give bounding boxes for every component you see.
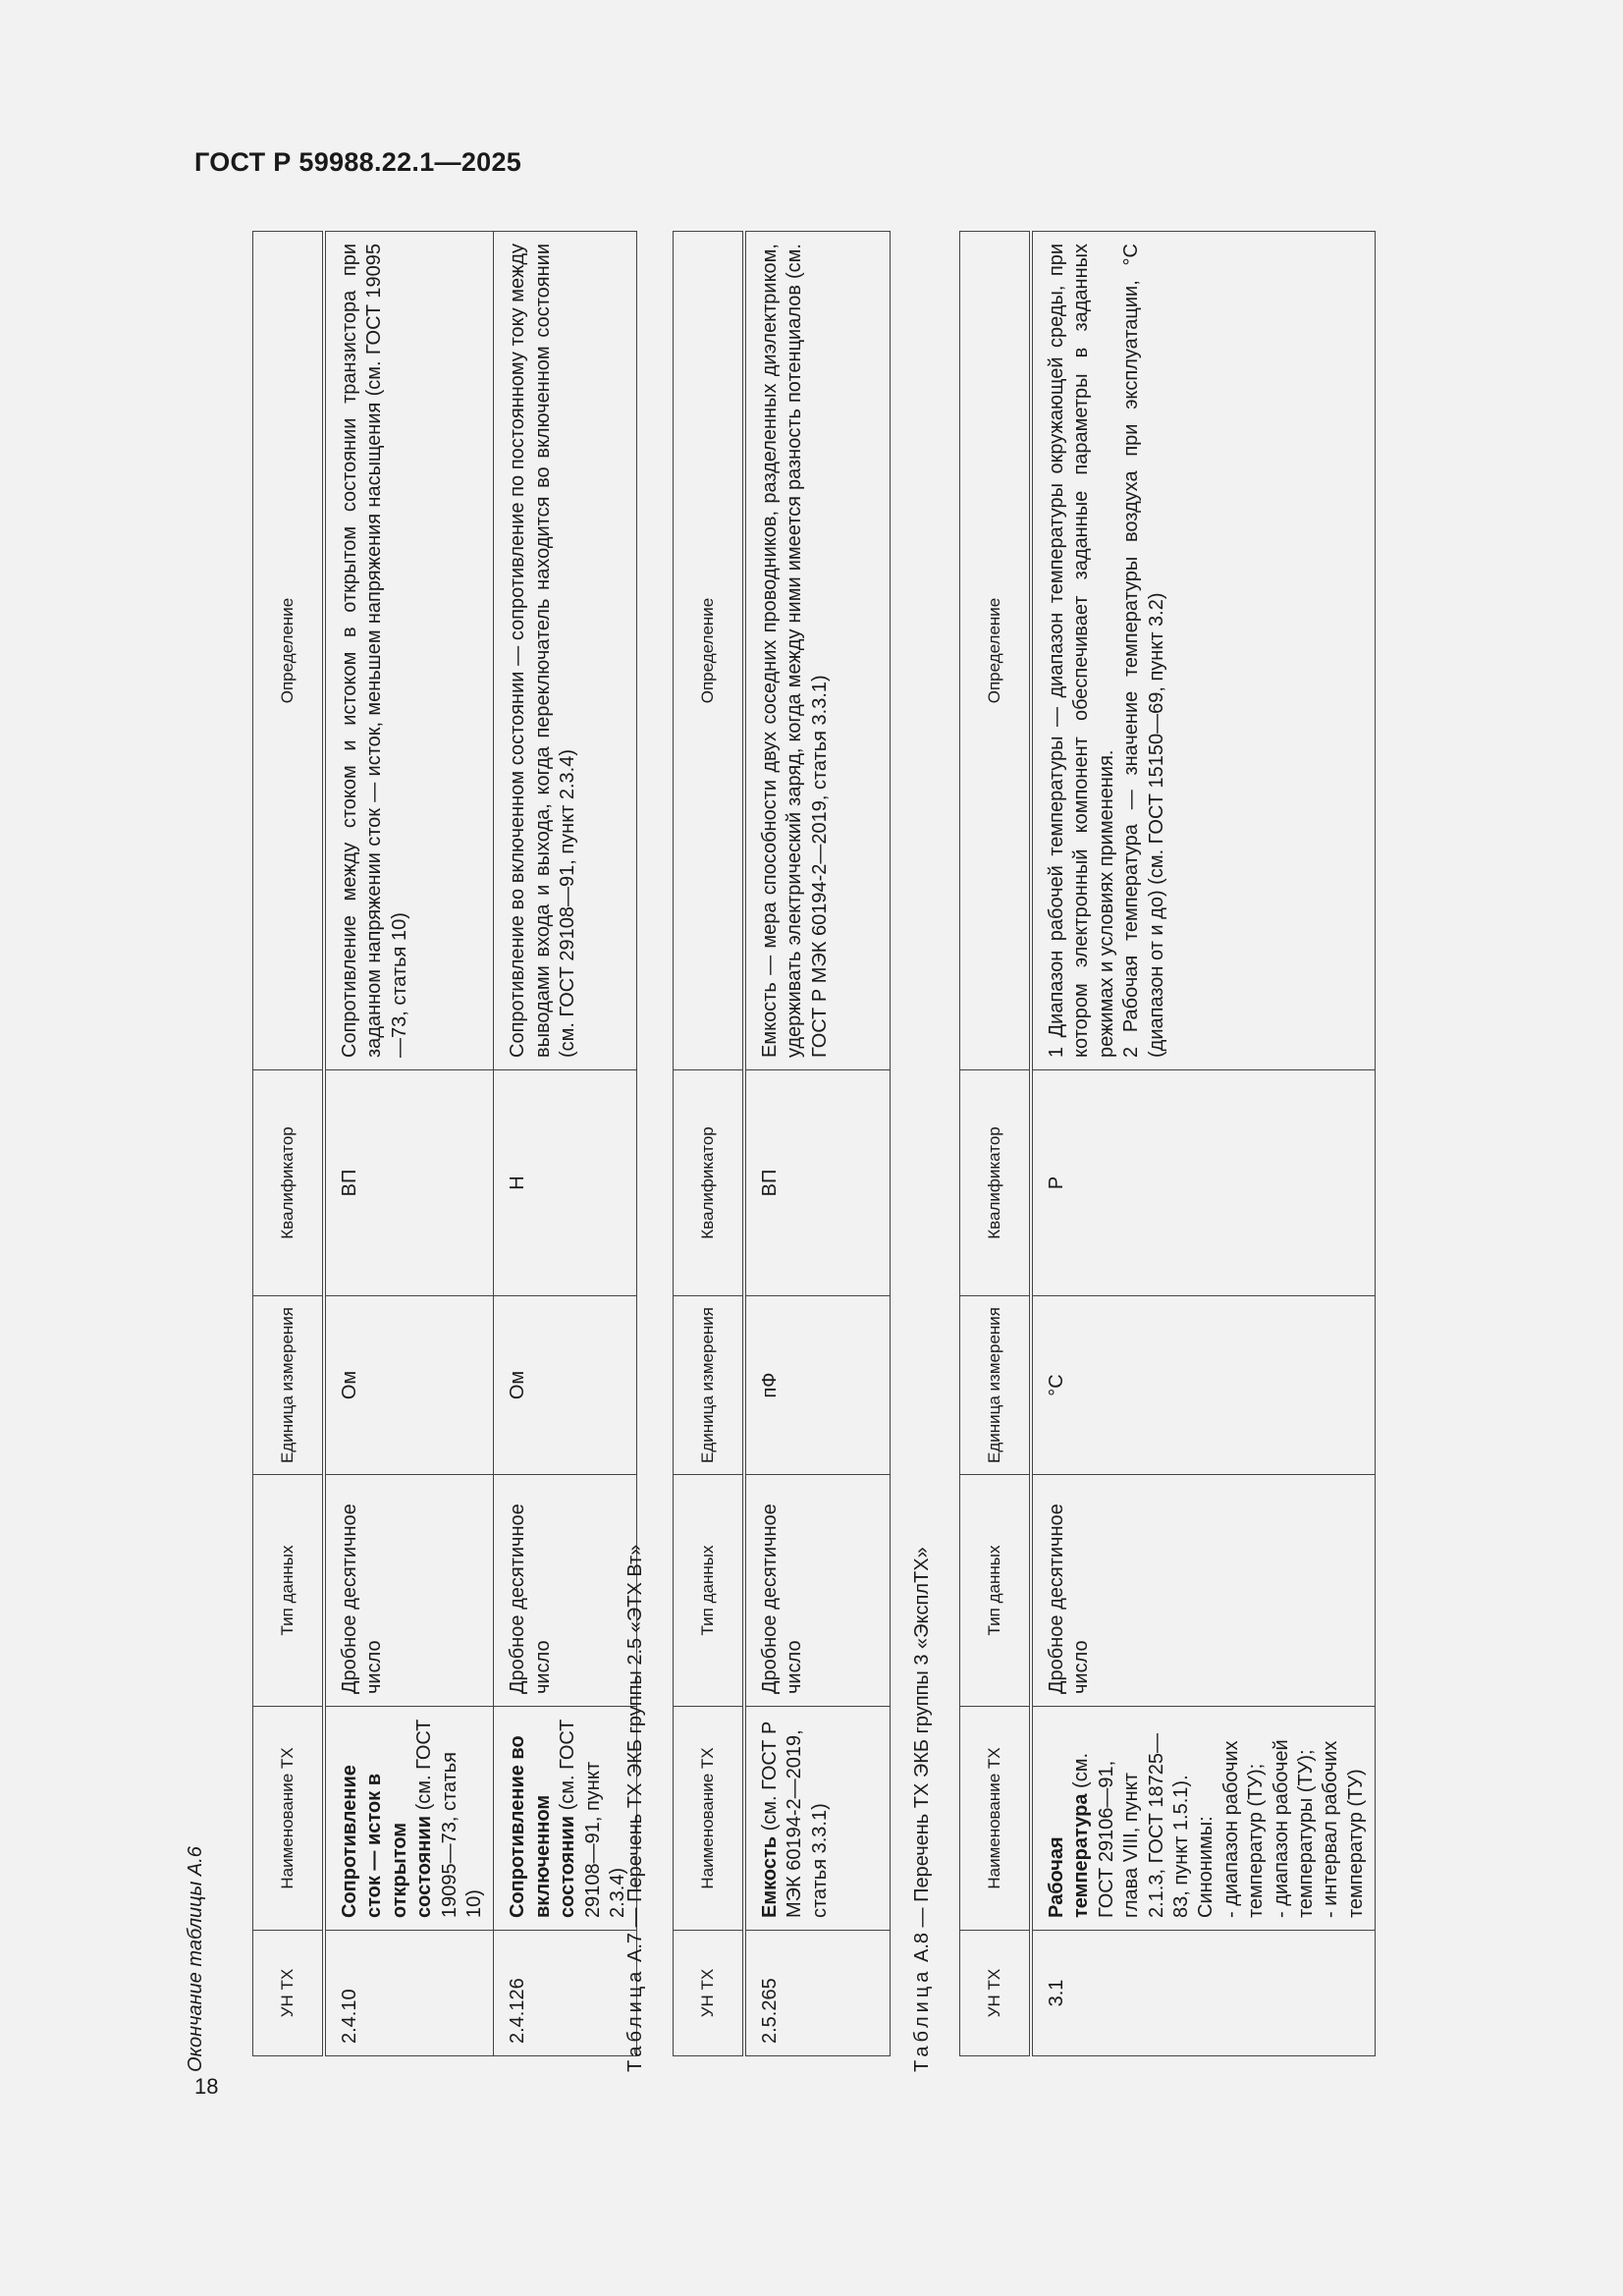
cell-type: Дробное десятичное число (1031, 1475, 1376, 1707)
cell-qual: Р (1031, 1070, 1376, 1296)
cell-qual: Н (494, 1070, 637, 1296)
cell-name (744, 1707, 890, 1931)
term-name: Сопротивление сток — исток в открытом состоянии (339, 1765, 436, 1918)
col-header-def: Определение (253, 232, 325, 1070)
col-header-qual: Квалификатор (253, 1070, 325, 1296)
synonym-item: - интервал рабочих температур (ТУ) (1320, 1740, 1367, 1918)
col-header-qual: Квалификатор (674, 1070, 745, 1296)
table-label: Таблица (624, 1967, 646, 2072)
table-row (494, 232, 637, 2056)
cell-un: 2.4.10 (324, 1931, 494, 2056)
cell-definition (1031, 232, 1376, 1070)
cell-name (494, 1707, 637, 1931)
cell-type: Дробное десятичное число (494, 1475, 637, 1707)
term-name: Емкость (759, 1835, 781, 1918)
col-header-type: Тип данных (960, 1475, 1032, 1707)
col-header-unit: Единица измерения (960, 1296, 1032, 1475)
table-a7-caption (624, 1545, 647, 2072)
cell-qual: ВП (744, 1070, 890, 1296)
col-header-name: Наименование ТХ (674, 1707, 745, 1931)
col-header-un: УН ТХ (253, 1931, 325, 2056)
cell-definition: Емкость — мера способности двух соседних проводников, разделенных диэлектриком, удерживать электрический заряд, когда между ними имеется разность потенциалов (см. ГОСТ Р МЭК 60194-2—2019, статья 3.3.1) (744, 232, 890, 1070)
cell-unit: пФ (744, 1296, 890, 1475)
term-name: Сопротивление во включенном состоянии (507, 1735, 579, 1918)
cell-un: 3.1 (1031, 1931, 1376, 2056)
cell-un: 2.4.126 (494, 1931, 637, 2056)
table-header-row (960, 232, 1032, 2056)
table-row (1031, 232, 1376, 2056)
col-header-def: Определение (674, 232, 745, 1070)
cell-name (324, 1707, 494, 1931)
cell-unit: Ом (324, 1296, 494, 1475)
col-header-unit: Единица измерения (253, 1296, 325, 1475)
table-a7 (673, 231, 891, 2056)
cell-type: Дробное десятичное число (744, 1475, 890, 1707)
table-row (744, 232, 890, 2056)
term-reference: (см. ГОСТ 29108—91, пункт 2.3.4) (557, 1719, 628, 1918)
col-header-type: Тип данных (253, 1475, 325, 1707)
table-a6-caption: Окончание таблицы А.6 (185, 1846, 206, 2072)
col-header-unit: Единица измерения (674, 1296, 745, 1475)
col-header-un: УН ТХ (674, 1931, 745, 2056)
cell-qual: ВП (324, 1070, 494, 1296)
cell-type: Дробное десятичное число (324, 1475, 494, 1707)
table-header-row (253, 232, 325, 2056)
synonyms-label: Синонимы: (1195, 1816, 1217, 1918)
synonym-item: - диапазон рабочей температуры (ТУ); (1270, 1739, 1317, 1918)
col-header-un: УН ТХ (960, 1931, 1032, 2056)
table-row (324, 232, 494, 2056)
document-code: ГОСТ Р 59988.22.1—2025 (194, 147, 522, 177)
table-title: А.7 — Перечень ТХ ЭКБ группы 2.5 «ЭТХ Вт» (624, 1544, 646, 1963)
col-header-def: Определение (960, 232, 1032, 1070)
col-header-name: Наименование ТХ (960, 1707, 1032, 1931)
cell-unit: Ом (494, 1296, 637, 1475)
cell-definition: Сопротивление между стоком и истоком в открытом состоянии транзистора при заданном напряжении сток — исток, меньшем напряжения насыщения (см. ГОСТ 19095—73, статья 10) (324, 232, 494, 1070)
col-header-name: Наименование ТХ (253, 1707, 325, 1931)
table-a8 (959, 231, 1376, 2056)
table-a6 (252, 231, 637, 2056)
term-reference: (см. ГОСТ Р МЭК 60194-2—2019, статья 3.3.1) (759, 1721, 831, 1918)
table-a8-caption (911, 1547, 934, 2072)
term-reference: (см. ГОСТ 19095—73, статья 10) (413, 1719, 485, 1918)
term-name: Рабочая температура (1046, 1793, 1093, 1918)
synonym-item: - диапазон рабочих температур (ТУ); (1219, 1740, 1268, 1918)
cell-unit: °С (1031, 1296, 1376, 1475)
cell-name (1031, 1707, 1376, 1931)
page-number: 18 (194, 2074, 219, 2099)
term-reference: (см. ГОСТ 29106—91, глава VIII, пункт 2.1.3, ГОСТ 18725—83, пункт 1.5.1). (1070, 1732, 1192, 1918)
table-label: Таблица (911, 1967, 933, 2072)
col-header-type: Тип данных (674, 1475, 745, 1707)
table-title: А.8 — Перечень ТХ ЭКБ группы 3 «ЭксплТХ» (911, 1547, 933, 1963)
table-header-row (674, 232, 745, 2056)
cell-definition: Сопротивление во включенном состоянии — сопротивление по постоянному току между выводами входа и выхода, когда переключатель находится во включенном состоянии (см. ГОСТ 29108—91, пункт 2.3.4) (494, 232, 637, 1070)
col-header-qual: Квалификатор (960, 1070, 1032, 1296)
definition-item: 1 Диапазон рабочей температуры — диапазон температуры окружающей среды, при котором электронный компонент обеспечивает заданные параметры в заданных режимах и условиях применения. (1046, 244, 1117, 1058)
rotated-content (177, 226, 1434, 2072)
definition-item: 2 Рабочая температура — значение температуры воздуха при эксплуатации, °С (диапазон от и до) (см. ГОСТ 15150—69, пункт 3.2) (1120, 244, 1167, 1058)
cell-un: 2.5.265 (744, 1931, 890, 2056)
